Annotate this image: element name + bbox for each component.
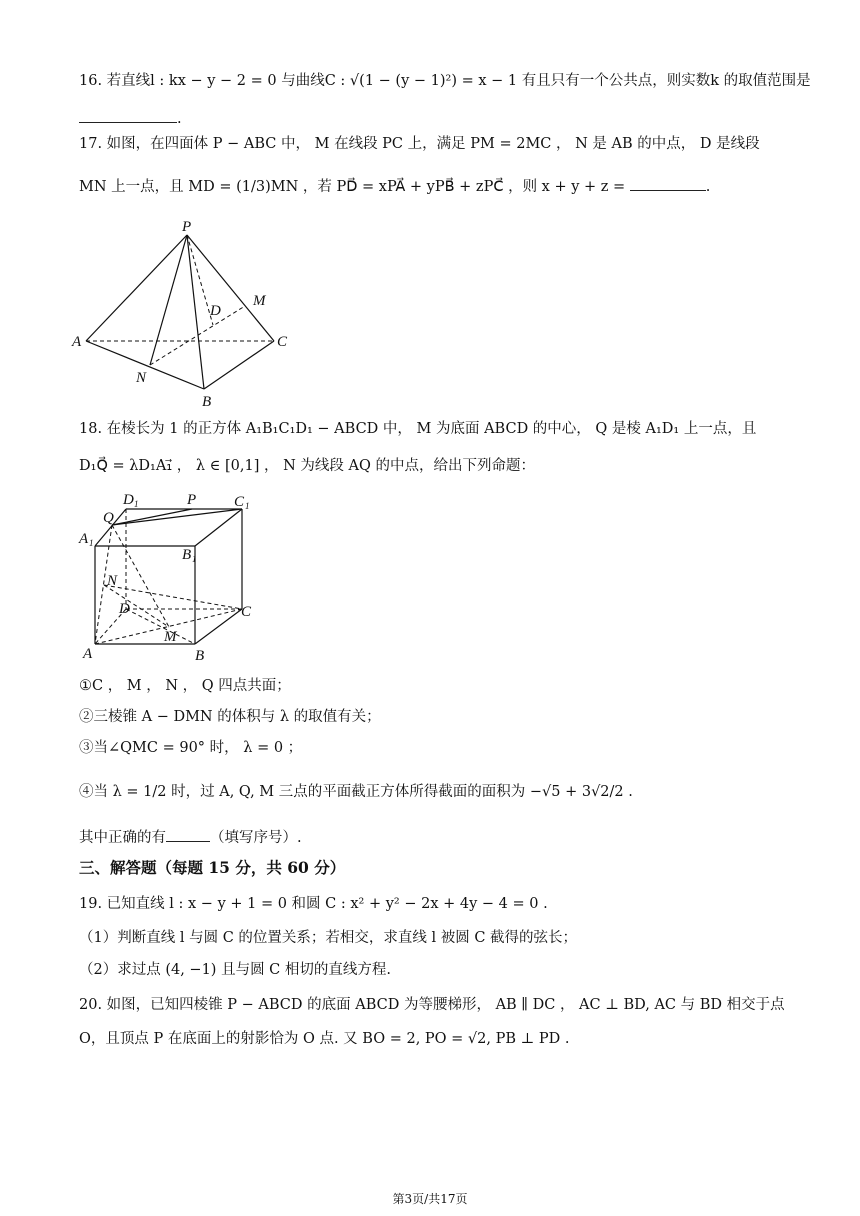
section3-heading: 三、解答题（每题 15 分，共 60 分） (79, 858, 346, 877)
q18-item-2: ②三棱锥 A − DMN 的体积与 λ 的取值有关； (79, 709, 381, 725)
fig18-label-b1: B (182, 547, 192, 563)
q18-line2: D₁Q⃗ = λD₁A₁⃗ ， λ ∈ [0,1] ， N 为线段 AQ 的中点，给出下列命题： (79, 458, 535, 474)
fig18-label-a: A (83, 646, 93, 662)
fig18-label-d: D (119, 601, 130, 617)
q17-line2 (79, 176, 820, 198)
fig18-label-d1: D (123, 492, 134, 508)
q16-line1: 16. 若直线l : kx − y − 2 = 0 与曲线C : √(1 − (y − 1)²) = x − 1 有且只有一个公共点，则实数k 的取值范围是 (79, 73, 811, 89)
fig18-label-c1-sub: 1 (245, 501, 250, 511)
fig18-label-b: B (195, 648, 205, 664)
fig17-label-n: N (136, 370, 147, 386)
q17-answer-blank (630, 190, 706, 191)
q19-part2: （2）求过点 (4, −1) 且与圆 C 相切的直线方程. (79, 962, 391, 978)
fig18-label-q: Q (103, 510, 114, 526)
q17-line2-text: MN 上一点，且 MD = (1/3)MN ，若 PD⃗ = xPA⃗ + yPB⃗ + zPC⃗ ，则 x + y + z = (79, 179, 626, 195)
fig17-label-c: C (277, 334, 288, 350)
q18-item-1: ①C ， M ， N ， Q 四点共面； (79, 678, 291, 694)
q18-line1: 18. 在棱长为 1 的正方体 A₁B₁C₁D₁ − ABCD 中， M 为底面 ABCD 的中心， Q 是棱 A₁D₁ 上一点，且 (79, 421, 757, 437)
tetrahedron-figure (70, 214, 310, 414)
q20-line1: 20. 如图，已知四棱锥 P − ABCD 的底面 ABCD 为等腰梯形， AB ∥ DC ， AC ⊥ BD, AC 与 BD 相交于点 (79, 997, 785, 1013)
fig18-label-a1-sub: 1 (89, 538, 94, 548)
fig17-label-p: P (182, 219, 192, 235)
q20-line2: O，且顶点 P 在底面上的射影恰为 O 点. 又 BO = 2, PO = √2, PB ⊥ PD . (79, 1031, 570, 1047)
fig18-label-d1-sub: 1 (134, 499, 139, 509)
q18-answer-prompt (79, 827, 820, 849)
fig17-label-d: D (210, 303, 221, 319)
fig18-label-p: P (187, 492, 197, 508)
q18-answer-prompt-after: （填写序号）. (210, 830, 302, 846)
q17-line2-end: . (705, 179, 711, 195)
fig18-label-m: M (164, 629, 177, 645)
fig17-label-m: M (253, 293, 266, 309)
fig17-label-a: A (72, 334, 82, 350)
cube-figure (74, 488, 274, 668)
q17-line1: 17. 如图，在四面体 P − ABC 中， M 在线段 PC 上，满足 PM = 2MC ， N 是 AB 的中点， D 是线段 (79, 136, 760, 152)
fig18-label-n: N (107, 573, 118, 589)
fig17-label-b: B (202, 394, 212, 410)
q18-item-3: ③当∠QMC = 90° 时， λ = 0 ； (79, 740, 303, 756)
page-number: 第3页/共17页 (392, 1192, 468, 1206)
q19-part1: （1）判断直线 l 与圆 C 的位置关系；若相交，求直线 l 被圆 C 截得的弦长； (79, 930, 578, 946)
q18-answer-prompt-before: 其中正确的有 (79, 830, 166, 846)
fig18-label-c: C (241, 604, 252, 620)
q19-line1: 19. 已知直线 l : x − y + 1 = 0 和圆 C : x² + y² − 2x + 4y − 4 = 0 . (79, 896, 548, 912)
fig18-label-b1-sub: 1 (192, 554, 197, 564)
q18-item-4: ④当 λ = 1/2 时，过 A, Q, M 三点的平面截正方体所得截面的面积为 −√5 + 3√2/2 . (79, 784, 633, 800)
fig18-label-c1: C (234, 494, 245, 510)
q18-answer-blank (166, 841, 210, 842)
fig18-label-a1: A (79, 531, 89, 547)
q16-answer-blank: . (79, 108, 820, 130)
